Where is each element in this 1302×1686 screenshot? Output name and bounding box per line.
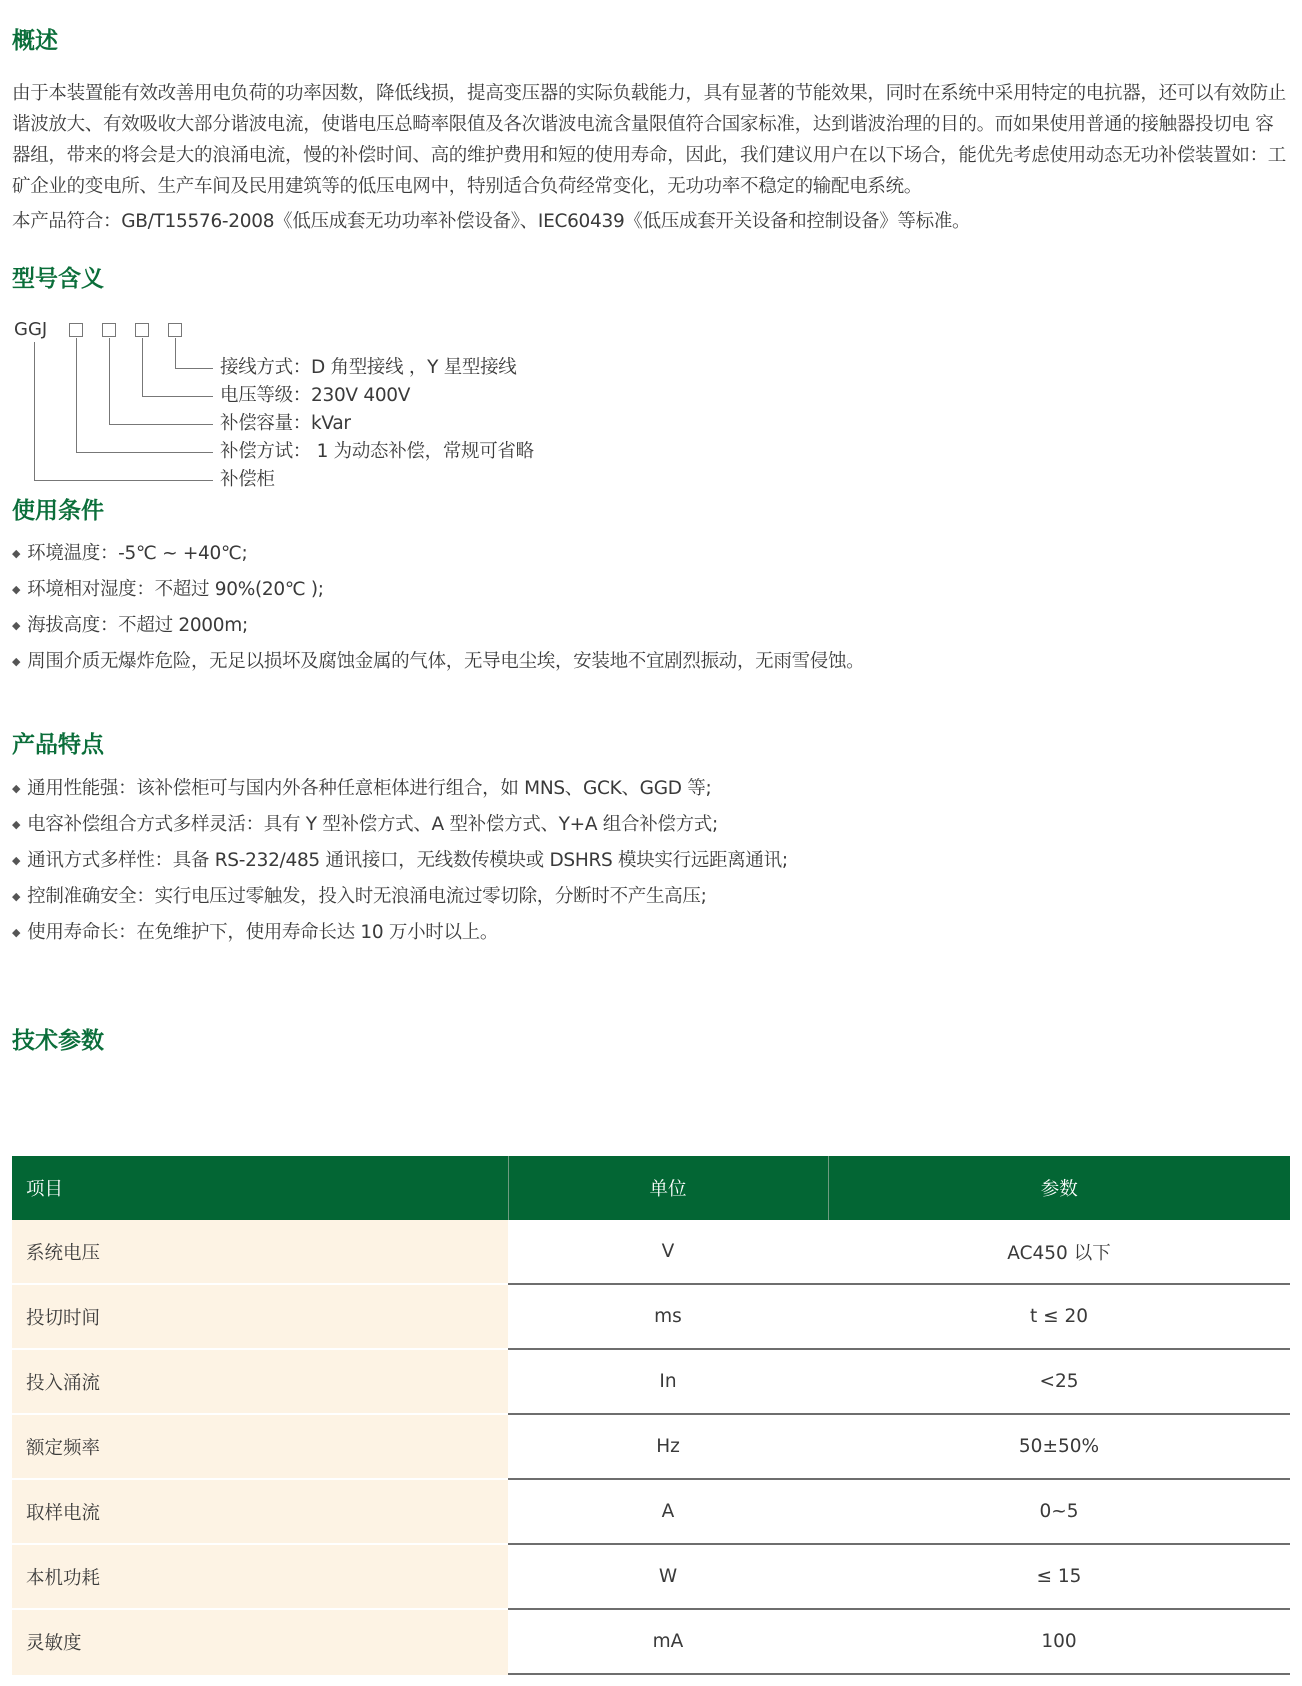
table-row bbox=[12, 1479, 1290, 1544]
row-value: ≤ 15 bbox=[828, 1544, 1290, 1609]
features-title: 产品特点 bbox=[12, 732, 104, 758]
row-unit: mA bbox=[508, 1609, 828, 1674]
row-item: 额定频率 bbox=[12, 1414, 508, 1479]
row-item: 投切时间 bbox=[12, 1284, 508, 1349]
feature-item: ◆ 电容补偿组合方式多样灵活：具有 Y 型补偿方式、A 型补偿方式、Y+A 组合补偿方式; bbox=[12, 812, 718, 840]
model-label-wiring: 接线方式：D 角型接线 ，Y 星型接线 bbox=[220, 357, 517, 378]
row-value: 0~5 bbox=[828, 1479, 1290, 1544]
connector-line bbox=[76, 338, 77, 452]
model-label-mode: 补偿方试： 1 为动态补偿，常规可省略 bbox=[220, 441, 534, 462]
connector-line bbox=[76, 452, 213, 453]
connector-line bbox=[142, 396, 213, 397]
model-label-cabinet: 补偿柜 bbox=[220, 469, 275, 490]
feature-item: ◆ 通用性能强：该补偿柜可与国内外各种任意柜体进行组合，如 MNS、GCK、GGD 等; bbox=[12, 776, 711, 804]
connector-line bbox=[34, 480, 213, 481]
row-value: AC450 以下 bbox=[828, 1220, 1290, 1284]
standard-text: 本产品符合：GB/T15576-2008《低压成套无功功率补偿设备》、IEC60439《低压成套开关设备和控制设备》等标准。 bbox=[12, 211, 971, 232]
row-item: 本机功耗 bbox=[12, 1544, 508, 1609]
row-value: 50±50% bbox=[828, 1414, 1290, 1479]
table-row bbox=[12, 1284, 1290, 1349]
condition-item: ◆ 周围介质无爆炸危险，无足以损坏及腐蚀金属的气体，无导电尘埃，安装地不宜剧烈振动，无雨雪侵蚀。 bbox=[12, 649, 864, 677]
table-row bbox=[12, 1544, 1290, 1609]
table-header-value: 参数 bbox=[828, 1156, 1290, 1220]
row-unit: ms bbox=[508, 1284, 828, 1349]
connector-line bbox=[109, 338, 110, 424]
feature-item: ◆ 通讯方式多样性：具备 RS-232/485 通讯接口，无线数传模块或 DSHRS 模块实行远距离通讯; bbox=[12, 848, 788, 876]
connector-line bbox=[142, 338, 143, 396]
model-label-capacity: 补偿容量：kVar bbox=[220, 413, 351, 434]
specs-title: 技术参数 bbox=[12, 1028, 104, 1054]
row-unit: Hz bbox=[508, 1414, 828, 1479]
feature-item: ◆ 使用寿命长：在免维护下，使用寿命长达 10 万小时以上。 bbox=[12, 920, 498, 948]
specs-table bbox=[12, 1156, 1290, 1675]
model-code-box bbox=[69, 323, 83, 337]
table-header-item: 项目 bbox=[12, 1156, 508, 1220]
row-value: 100 bbox=[828, 1609, 1290, 1674]
table-header-unit: 单位 bbox=[508, 1156, 828, 1220]
row-unit: V bbox=[508, 1220, 828, 1284]
model-label-voltage: 电压等级：230V 400V bbox=[220, 385, 411, 406]
conditions-title: 使用条件 bbox=[12, 498, 104, 524]
condition-item: ◆ 环境温度：-5℃ ~ +40℃; bbox=[12, 541, 247, 569]
overview-title: 概述 bbox=[12, 28, 58, 54]
row-item: 灵敏度 bbox=[12, 1609, 508, 1674]
model-code-box bbox=[102, 323, 116, 337]
table-row bbox=[12, 1220, 1290, 1284]
connector-line bbox=[109, 424, 213, 425]
row-item: 系统电压 bbox=[12, 1220, 508, 1284]
row-unit: W bbox=[508, 1544, 828, 1609]
connector-line bbox=[175, 368, 213, 369]
table-row bbox=[12, 1609, 1290, 1674]
model-code-box bbox=[168, 323, 182, 337]
table-row bbox=[12, 1414, 1290, 1479]
model-diagram bbox=[12, 318, 632, 498]
model-code-box bbox=[135, 323, 149, 337]
condition-item: ◆ 海拔高度：不超过 2000m; bbox=[12, 613, 248, 641]
feature-item: ◆ 控制准确安全：实行电压过零触发，投入时无浪涌电流过零切除，分断时不产生高压; bbox=[12, 884, 707, 912]
model-title: 型号含义 bbox=[12, 266, 104, 292]
model-prefix: GGJ bbox=[14, 319, 48, 340]
row-unit: In bbox=[508, 1349, 828, 1414]
condition-item: ◆ 环境相对湿度：不超过 90%(20℃ ); bbox=[12, 577, 324, 605]
overview-paragraph: 由于本装置能有效改善用电负荷的功率因数，降低线损，提高变压器的实际负载能力，具有显著的节能效果，同时在系统中采用特定的电抗器，还可以有效防止谐波放大、有效吸收大部分谐波电流，使谐电压总畸率限值及各次谐波电流含量限值符合国家标准，达到谐波治理的目的。而如果使用普通的接触器投切电 容器组，带来的将会是大的浪涌电流，慢的补偿时间、高的维护费用和短的使用寿命，因此，我们建议用户在以下场合，能优先考虑使用动态无功补偿装置如：工矿企业的变电所、生产车间及民用建筑等的低压电网中，特别适合负荷经常变化，无功功率不稳定的输配电系统。 bbox=[12, 83, 1287, 197]
row-unit: A bbox=[508, 1479, 828, 1544]
connector-line bbox=[175, 338, 176, 368]
row-item: 取样电流 bbox=[12, 1479, 508, 1544]
table-row bbox=[12, 1349, 1290, 1414]
row-value: t ≤ 20 bbox=[828, 1284, 1290, 1349]
table-header-row bbox=[12, 1156, 1290, 1220]
connector-line bbox=[34, 342, 35, 480]
row-value: <25 bbox=[828, 1349, 1290, 1414]
row-item: 投入涌流 bbox=[12, 1349, 508, 1414]
